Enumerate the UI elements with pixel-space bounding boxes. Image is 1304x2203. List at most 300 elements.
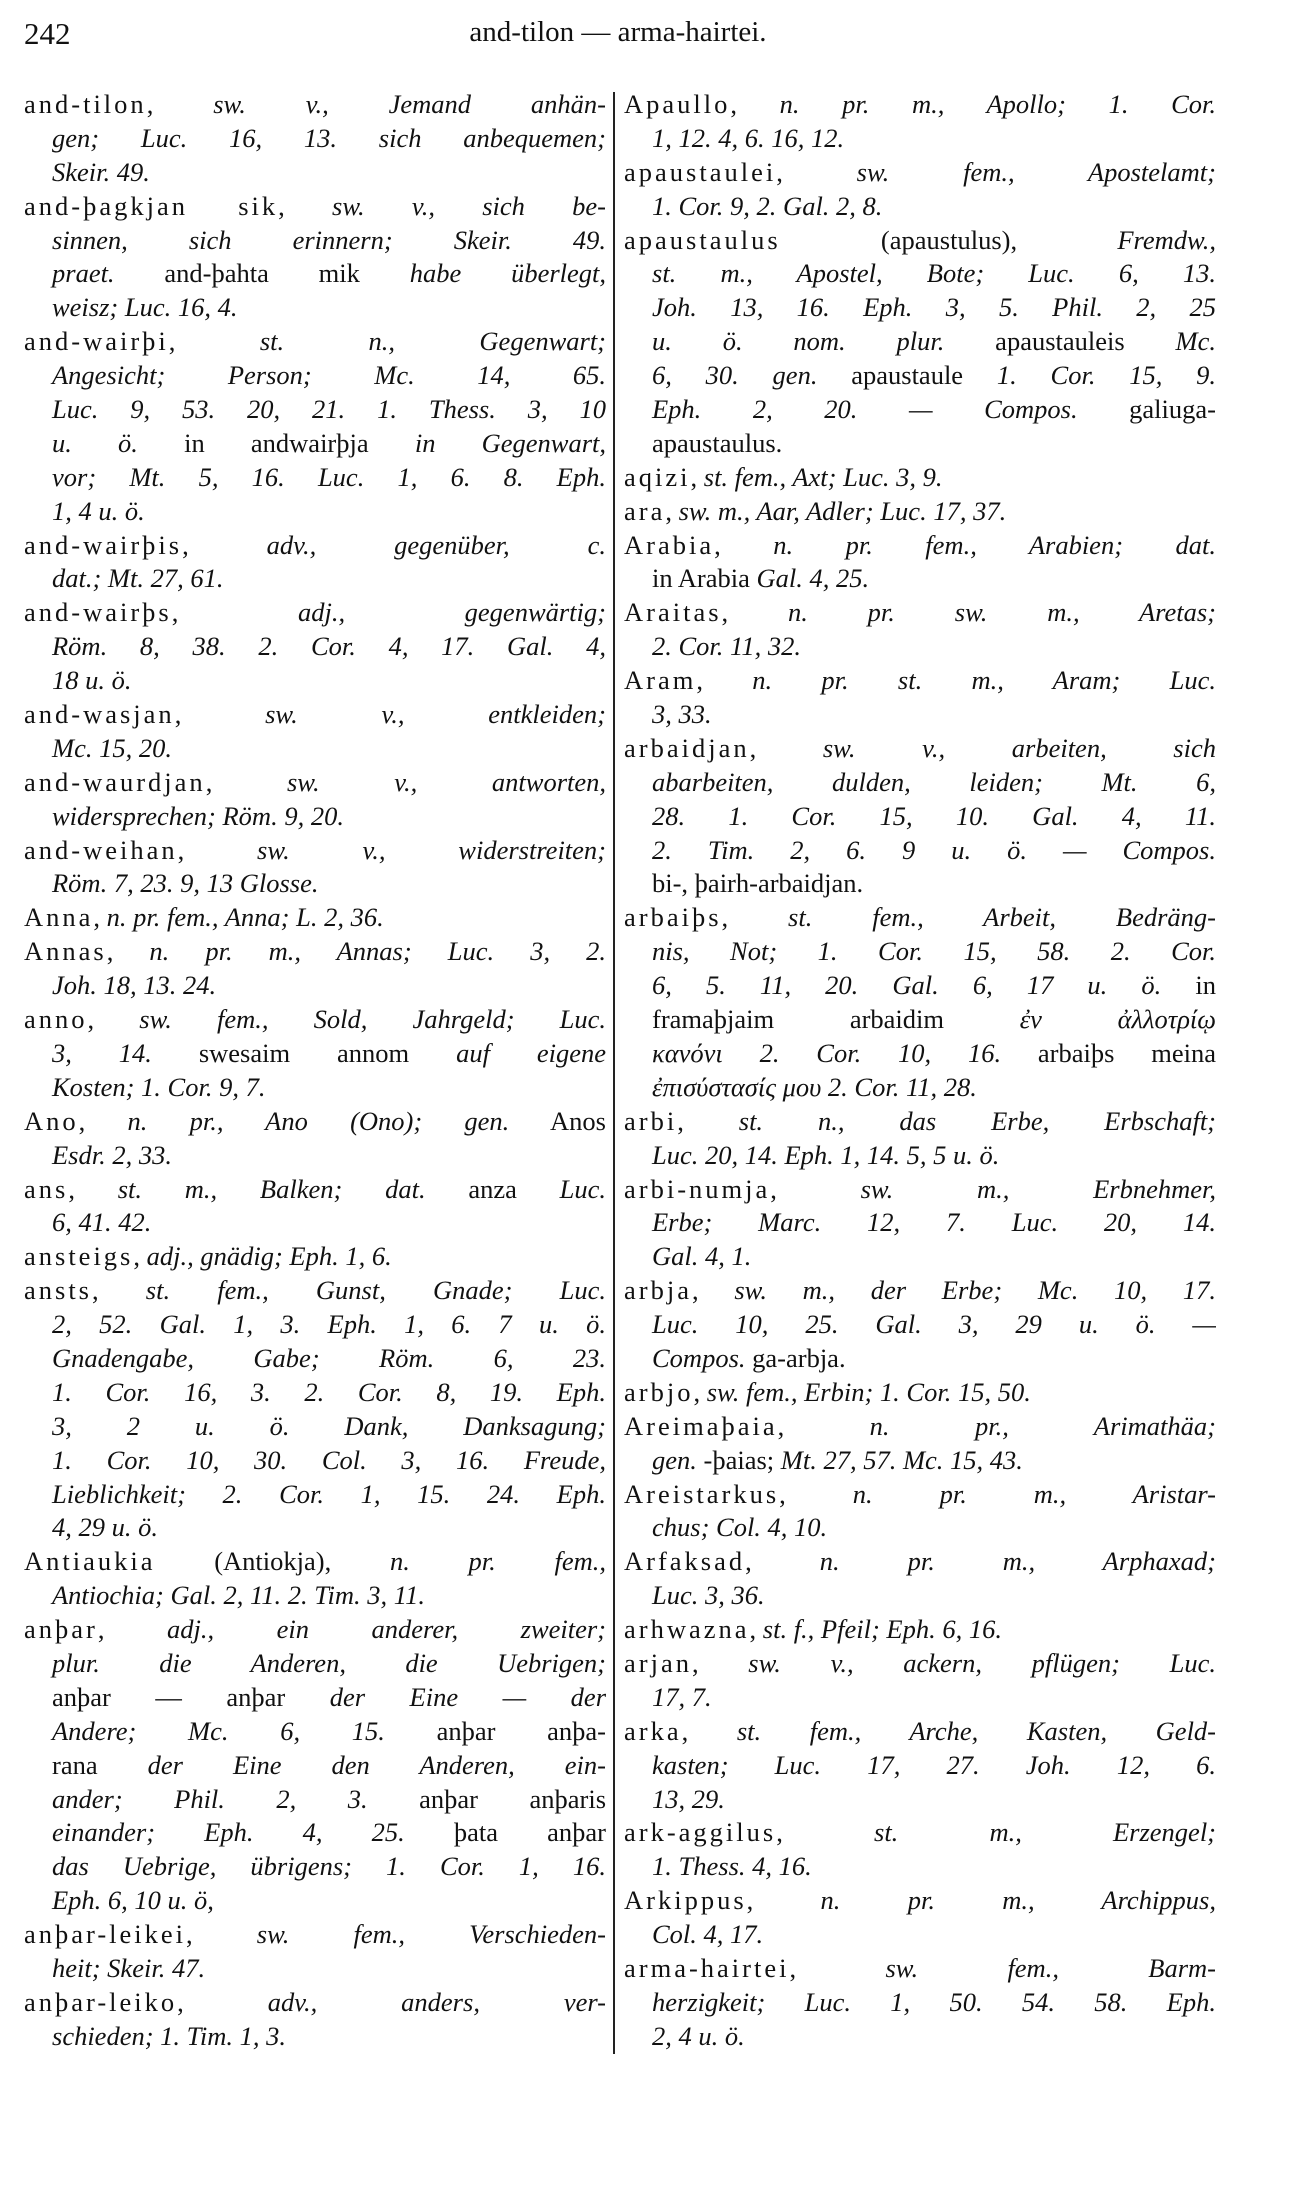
italic-text: n. pr. fem., Anna; L. 2, 36. — [106, 902, 384, 933]
italic-text: ander; Phil. 2, 3. — [52, 1783, 368, 1814]
entry-line — [24, 1342, 606, 1376]
entry-line — [24, 969, 606, 1003]
italic-text: n. pr. fem., — [389, 1546, 606, 1577]
entry-head-line — [24, 596, 606, 630]
entry-line — [624, 1139, 1216, 1173]
roman-text: , — [730, 89, 780, 119]
italic-text: schieden; 1. Tim. 1, 3. — [52, 2020, 287, 2051]
roman-text: , — [665, 495, 679, 526]
entry-line — [24, 461, 606, 495]
roman-text: , — [746, 1885, 821, 1916]
headword: arbi — [624, 1105, 678, 1136]
headword: Arfaksad — [624, 1546, 746, 1577]
entry-line — [624, 1986, 1216, 2020]
entry-line — [624, 1681, 1216, 1715]
italic-text: adj., gnädig; Eph. 1, 6. — [146, 1241, 392, 1272]
roman-text: rana — [52, 1749, 148, 1780]
entry-line — [24, 1884, 606, 1918]
italic-text: gen. — [652, 1444, 697, 1475]
entry-head-line — [24, 1986, 606, 2020]
entry-head-line — [624, 529, 1216, 563]
entry-line — [24, 1376, 606, 1410]
italic-text: st. fem., Arbeit, Bedräng- — [788, 902, 1216, 933]
italic-text: sw. m., der Erbe; Mc. 10, 17. — [734, 1275, 1216, 1306]
italic-text: sw. v., ackern, pflügen; Luc. — [748, 1647, 1216, 1678]
entry-head-line — [624, 664, 1216, 698]
roman-text: , — [106, 936, 150, 967]
running-title: and-tilon — arma-hairtei. — [469, 16, 767, 48]
entry-head-line — [24, 1545, 606, 1579]
italic-text: 2. Tim. 2, 6. 9 u. ö. — Compos. — [652, 834, 1216, 865]
entry-line — [24, 1071, 606, 1105]
entry-head-line — [24, 1105, 606, 1139]
italic-text: weisz; Luc. 16, 4. — [52, 292, 238, 323]
italic-text: widersprechen; Röm. 9, 20. — [52, 800, 344, 831]
entry-line — [624, 1850, 1216, 1884]
headword: Anna — [24, 902, 94, 933]
italic-text: st. n., Gegenwart; — [259, 326, 606, 357]
roman-text: anza — [425, 1173, 560, 1204]
entry-line — [624, 1918, 1216, 1952]
entry-head-line — [624, 1952, 1216, 1986]
italic-text: ἐν ἀλλοτρίῳ — [1019, 1004, 1216, 1035]
italic-text: st. m., Erzengel; — [874, 1817, 1216, 1848]
roman-text: framaþjaim arbaidim — [652, 1004, 1020, 1035]
entry-head-line — [624, 1715, 1216, 1749]
italic-text: heit; Skeir. 47. — [52, 1952, 206, 1983]
roman-text: , — [779, 1478, 853, 1509]
entry-head-line — [24, 325, 606, 359]
entry-line — [624, 393, 1216, 427]
entry-line — [624, 1037, 1216, 1071]
roman-text: , — [68, 1173, 118, 1204]
italic-text: 4, 29 u. ö. — [52, 1512, 158, 1543]
entry-head-line — [624, 1105, 1216, 1139]
italic-text: sw. v., sich be- — [332, 190, 606, 221]
headword: Areimaþaia — [624, 1410, 778, 1441]
italic-text: 2, 52. Gal. 1, 3. Eph. 1, 6. 7 u. ö. — [52, 1309, 606, 1340]
italic-text: Gal. 4, 25. — [756, 563, 870, 594]
entry-line — [24, 630, 606, 664]
italic-text: Erbe; Marc. 12, 7. Luc. 20, 14. — [652, 1207, 1216, 1238]
entry-line — [624, 325, 1216, 359]
headword: arka — [624, 1715, 682, 1746]
roman-text: , — [182, 529, 267, 560]
roman-text: , — [205, 766, 287, 797]
entry-line — [24, 156, 606, 190]
entry-head-line — [624, 1613, 1216, 1647]
headword: Arkippus — [624, 1885, 747, 1916]
entry-line — [624, 2020, 1216, 2054]
italic-text: 28. 1. Cor. 15, 10. Gal. 4, 11. — [652, 800, 1216, 831]
italic-text: vor; Mt. 5, 16. Luc. 1, 6. 8. Eph. — [52, 461, 606, 492]
italic-text: Mc. 15, 20. — [52, 732, 172, 763]
entry-line — [624, 630, 1216, 664]
entry-line — [624, 935, 1216, 969]
italic-text: n. pr. m., Arphaxad; — [819, 1546, 1216, 1577]
entry-line — [24, 495, 606, 529]
italic-text: n. pr. m., Apollo; 1. Cor. — [779, 89, 1216, 119]
headword: anþar-leiko — [24, 1986, 178, 2017]
roman-text: in Arabia — [652, 563, 757, 594]
italic-text: sw. v., Jemand anhän- — [213, 89, 606, 119]
entry-head-line — [624, 224, 1216, 258]
entry-line — [624, 190, 1216, 224]
entry-line — [24, 1715, 606, 1749]
italic-text: auf eigene — [456, 1037, 606, 1068]
headword: and-tilon — [24, 89, 147, 119]
entry-head-line — [624, 1274, 1216, 1308]
entry-line — [24, 291, 606, 325]
entry-head-line — [24, 766, 606, 800]
entry-head-line — [24, 1240, 606, 1274]
entry-line — [624, 1579, 1216, 1613]
headword: and-wairþis — [24, 529, 183, 560]
italic-text: 2. Cor. 11, 32. — [652, 631, 801, 662]
italic-text: n. pr. m., Aristar- — [852, 1478, 1216, 1509]
italic-text: st. fem., Axt; Luc. 3, 9. — [703, 461, 943, 492]
headword: Arabia — [624, 529, 715, 560]
headword: arbaidjan — [624, 732, 750, 763]
entry-head-line — [24, 190, 606, 224]
entry-head-line — [624, 1816, 1216, 1850]
roman-text: -þaias; — [696, 1444, 781, 1475]
italic-text: Antiochia; Gal. 2, 11. 2. Tim. 3, 11. — [52, 1580, 425, 1611]
entry-head-line — [24, 1003, 606, 1037]
headword: and-wasjan — [24, 699, 175, 730]
italic-text: Compos. — [652, 1342, 746, 1373]
roman-text: þata anþar — [404, 1817, 606, 1848]
italic-text: 1. Cor. 15, 9. — [996, 360, 1216, 391]
roman-text: , — [690, 461, 704, 492]
entry-head-line — [24, 1173, 606, 1207]
roman-text: , — [749, 732, 823, 763]
italic-text: st. fem., Gunst, Gnade; Luc. — [145, 1275, 606, 1306]
italic-text: 3, 14. — [52, 1037, 152, 1068]
italic-text: sw. m., Aar, Adler; Luc. 17, 37. — [678, 495, 1007, 526]
headword: Annas — [24, 936, 107, 967]
italic-text: adj., gegenwärtig; — [297, 597, 606, 628]
italic-text: Joh. 13, 16. Eph. 3, 5. Phil. 2, 25 — [652, 292, 1216, 323]
entry-line — [24, 1444, 606, 1478]
italic-text: Joh. 18, 13. 24. — [52, 970, 217, 1001]
italic-text: 17, 7. — [652, 1681, 712, 1712]
headword: Antiaukia — [24, 1546, 156, 1577]
entry-head-line — [624, 1545, 1216, 1579]
roman-text: in andwairþja — [137, 427, 415, 458]
entry-line — [24, 1850, 606, 1884]
italic-text: 2, 4 u. ö. — [652, 2020, 745, 2051]
roman-text: bi-, þairh-arbaidjan. — [652, 868, 864, 899]
italic-text: Röm. 7, 23. 9, 13 Glosse. — [52, 868, 319, 899]
roman-text: , — [789, 1952, 886, 1983]
entry-line — [624, 800, 1216, 834]
entry-line — [24, 1206, 606, 1240]
italic-text: das Uebrige, übrigens; 1. Cor. 1, 16. — [52, 1851, 606, 1882]
italic-text: ἐπισύστασίς μου 2. Cor. 11, 28. — [652, 1071, 977, 1102]
roman-text: in — [1161, 970, 1216, 1001]
roman-text: , — [696, 665, 753, 696]
roman-text: apaustaule — [817, 360, 997, 391]
headword: and-weihan — [24, 834, 178, 865]
italic-text: Eph. 6, 10 u. ö, — [52, 1885, 214, 1916]
entry-line — [624, 698, 1216, 732]
roman-text: , — [186, 1919, 257, 1950]
entry-line — [24, 562, 606, 596]
headword: and-wairþi — [24, 326, 169, 357]
italic-text: Andere; Mc. 6, 15. — [52, 1715, 385, 1746]
entry-head-line — [624, 596, 1216, 630]
entry-line — [24, 257, 606, 291]
roman-text: swesaim annom — [151, 1037, 457, 1068]
italic-text: st. m., Apostel, Bote; Luc. 6, 13. — [652, 258, 1216, 289]
italic-text: Luc. 3, 36. — [652, 1580, 765, 1611]
entry-line — [624, 359, 1216, 393]
italic-text: 1, 4 u. ö. — [52, 495, 145, 526]
headword: Ano — [24, 1105, 79, 1136]
headword: arhwazna — [624, 1614, 750, 1645]
entry-line — [24, 2020, 606, 2054]
headword: arbjo — [624, 1376, 694, 1407]
entry-line — [624, 1308, 1216, 1342]
entry-line — [24, 1308, 606, 1342]
entry-line — [624, 1240, 1216, 1274]
italic-text: Lieblichkeit; 2. Cor. 1, 15. 24. Eph. — [52, 1478, 606, 1509]
roman-text: and-þahta mik — [114, 258, 410, 289]
italic-text: Luc. 20, 14. Eph. 1, 14. 5, 5 u. ö. — [652, 1139, 1000, 1170]
headword: ark-aggilus — [624, 1817, 777, 1848]
italic-text: Angesicht; Person; Mc. 14, 65. — [52, 360, 606, 391]
entry-line — [24, 1579, 606, 1613]
italic-text: plur. die Anderen, die Uebrigen; — [52, 1647, 606, 1678]
italic-text: 1, 12. 4, 6. 16, 12. — [652, 122, 845, 153]
entry-line — [24, 393, 606, 427]
entry-line — [624, 1206, 1216, 1240]
italic-text: der Eine den Anderen, ein- — [147, 1749, 606, 1780]
headword: Areistarkus — [624, 1478, 780, 1509]
italic-text: n. pr. sw. m., Aretas; — [787, 597, 1216, 628]
roman-text: Anos — [509, 1105, 606, 1136]
entry-line — [24, 1681, 606, 1715]
headword: Apaullo — [624, 89, 731, 119]
headword: ara — [624, 495, 666, 526]
entry-head-line — [624, 88, 1216, 122]
italic-text: Kosten; 1. Cor. 9, 7. — [52, 1071, 266, 1102]
entry-head-line — [24, 1274, 606, 1308]
entry-line — [24, 1816, 606, 1850]
entry-head-line — [624, 1376, 1216, 1410]
italic-text: Luc. 9, 53. 20, 21. 1. Thess. 3, 10 — [52, 394, 606, 425]
roman-text: , — [745, 1546, 820, 1577]
italic-text: Fremdw., — [1117, 224, 1216, 255]
entry-line — [24, 1139, 606, 1173]
headword: arjan — [624, 1647, 692, 1678]
italic-text: sw. fem., Barm- — [885, 1952, 1216, 1983]
right-column — [624, 88, 1216, 2054]
entry-head-line — [24, 88, 606, 122]
italic-text: κανόνι 2. Cor. 10, 16. — [652, 1037, 1002, 1068]
headword: anþar — [24, 1614, 98, 1645]
roman-text: , — [721, 902, 789, 933]
roman-text: anþar anþaris — [367, 1783, 606, 1814]
italic-text: gen; Luc. 16, 13. sich anbequemen; — [52, 122, 606, 153]
roman-text: apaustauleis — [944, 326, 1176, 357]
italic-text: st. m., Balken; dat. — [117, 1173, 426, 1204]
entry-head-line — [624, 156, 1216, 190]
italic-text: 13, 29. — [652, 1783, 725, 1814]
entry-line — [24, 1783, 606, 1817]
italic-text: Luc. 10, 25. Gal. 3, 29 u. ö. — — [652, 1309, 1216, 1340]
italic-text: sw. v., entkleiden; — [265, 699, 606, 730]
roman-text: , — [776, 1817, 874, 1848]
roman-text: anþar — anþar — [52, 1681, 330, 1712]
headword: arma-hairtei — [624, 1952, 790, 1983]
entry-head-line — [624, 1173, 1216, 1207]
entry-head-line — [624, 495, 1216, 529]
roman-text: , — [97, 1614, 167, 1645]
italic-text: 18 u. ö. — [52, 665, 132, 696]
headword: arbja — [624, 1275, 692, 1306]
roman-text: , — [749, 1614, 763, 1645]
entry-line — [24, 122, 606, 156]
italic-text: st. fem., Arche, Kasten, Geld- — [736, 1715, 1216, 1746]
italic-text: Röm. 8, 38. 2. Cor. 4, 17. Gal. 4, — [52, 631, 606, 662]
italic-text: kasten; Luc. 17, 27. Joh. 12, 6. — [652, 1749, 1216, 1780]
italic-text: 6, 30. gen. — [652, 360, 818, 391]
entry-line — [24, 427, 606, 461]
italic-text: sw. fem., Verschieden- — [256, 1919, 606, 1950]
left-column — [24, 88, 606, 2054]
entry-head-line — [624, 1647, 1216, 1681]
roman-text: , — [146, 89, 214, 119]
entry-line — [24, 800, 606, 834]
entry-line — [624, 1783, 1216, 1817]
roman-text: , — [278, 190, 333, 221]
entry-line — [624, 969, 1216, 1003]
italic-text: adv., gegenüber, c. — [266, 529, 606, 560]
italic-text: einander; Eph. 4, 25. — [52, 1817, 405, 1848]
italic-text: st. n., das Erbe, Erbschaft; — [738, 1105, 1216, 1136]
roman-text: , — [174, 699, 266, 730]
headword: and-þagkjan sik — [24, 190, 279, 221]
italic-text: adj., ein anderer, zweiter; — [167, 1614, 606, 1645]
entry-head-line — [624, 1478, 1216, 1512]
italic-text: u. ö. nom. plur. — [652, 326, 945, 357]
entry-line — [24, 224, 606, 258]
italic-text: dat.; Mt. 27, 61. — [52, 563, 224, 594]
italic-text: 1. Thess. 4, 16. — [652, 1851, 812, 1882]
headword: Araitas — [624, 597, 722, 628]
roman-text: (Antiokja), — [155, 1546, 390, 1577]
italic-text: habe überlegt, — [409, 258, 606, 289]
headword: and-waurdjan — [24, 766, 206, 797]
roman-text: , — [721, 597, 788, 628]
italic-text: 6, 5. 11, 20. Gal. 6, 17 u. ö. — [652, 970, 1162, 1001]
italic-text: Luc. — [559, 1173, 606, 1204]
entry-line — [624, 834, 1216, 868]
entry-line — [624, 1071, 1216, 1105]
entry-line — [24, 1647, 606, 1681]
italic-text: sw. m., Erbnehmer, — [860, 1173, 1216, 1204]
roman-text: , — [776, 156, 857, 187]
roman-text: (apaustulus), — [780, 224, 1118, 255]
italic-text: sw. v., antworten, — [286, 766, 606, 797]
entry-head-line — [24, 698, 606, 732]
roman-text: , — [177, 1986, 268, 2017]
roman-text: , — [78, 1105, 128, 1136]
italic-text: abarbeiten, dulden, leiden; Mt. 6, — [652, 766, 1216, 797]
italic-text: 3, 2 u. ö. Dank, Danksagung; — [52, 1410, 606, 1441]
headword: ans — [24, 1173, 69, 1204]
entry-line — [624, 1342, 1216, 1376]
italic-text: nis, Not; 1. Cor. 15, 58. 2. Cor. — [652, 936, 1216, 967]
headword: and-wairþs — [24, 597, 172, 628]
entry-line — [624, 766, 1216, 800]
italic-text: sw. fem., Apostelamt; — [856, 156, 1216, 187]
headword: anþar-leikei — [24, 1919, 187, 1950]
entry-line — [624, 867, 1216, 901]
roman-text: , — [770, 1173, 861, 1204]
roman-text: , — [691, 1275, 735, 1306]
roman-text: arbaiþs meina — [1001, 1037, 1216, 1068]
italic-text: Gnadengabe, Gabe; Röm. 6, 23. — [52, 1342, 606, 1373]
italic-text: Esdr. 2, 33. — [52, 1139, 173, 1170]
italic-text: adv., anders, ver- — [267, 1986, 606, 2017]
entry-line — [624, 1003, 1216, 1037]
italic-text: 6, 41. 42. — [52, 1207, 152, 1238]
italic-text: Eph. 2, 20. — Compos. — [652, 394, 1078, 425]
roman-text: , — [93, 902, 107, 933]
italic-text: st. f., Pfeil; Eph. 6, 16. — [762, 1614, 1002, 1645]
roman-text: , — [168, 326, 260, 357]
entry-line — [24, 1749, 606, 1783]
entry-head-line — [24, 1918, 606, 1952]
roman-text: ga-arbja. — [745, 1342, 846, 1373]
entry-line — [624, 1444, 1216, 1478]
page-number: 242 — [24, 16, 71, 51]
entry-line — [24, 1952, 606, 1986]
headword: arbaiþs — [624, 902, 722, 933]
italic-text: u. ö. — [52, 427, 138, 458]
italic-text: n. pr. fem., Arabien; dat. — [773, 529, 1216, 560]
entry-line — [624, 291, 1216, 325]
italic-text: sw. v., widerstreiten; — [257, 834, 606, 865]
italic-text: n. pr. st. m., Aram; Luc. — [752, 665, 1216, 696]
italic-text: Mt. 27, 57. Mc. 15, 43. — [780, 1444, 1023, 1475]
roman-text: , — [133, 1241, 147, 1272]
entry-line — [624, 1749, 1216, 1783]
entry-line — [624, 1511, 1216, 1545]
roman-text: , — [714, 529, 774, 560]
entry-line — [24, 867, 606, 901]
italic-text: n. pr., Arimathäa; — [869, 1410, 1216, 1441]
roman-text: , — [87, 1004, 140, 1035]
entry-line — [24, 1410, 606, 1444]
italic-text: 1. Cor. 10, 30. Col. 3, 16. Freude, — [52, 1444, 606, 1475]
headword: apaustaulus — [624, 224, 781, 255]
italic-text: 1. Cor. 16, 3. 2. Cor. 8, 19. Eph. — [52, 1376, 606, 1407]
entry-line — [24, 1037, 606, 1071]
roman-text: , — [777, 1410, 870, 1441]
italic-text: chus; Col. 4, 10. — [652, 1512, 828, 1543]
headword: aqizi — [624, 461, 691, 492]
headword: ansteigs — [24, 1241, 134, 1272]
roman-text: , — [681, 1715, 737, 1746]
italic-text: Mc. — [1175, 326, 1216, 357]
roman-text: anþar anþa- — [384, 1715, 606, 1746]
roman-text: , — [92, 1275, 146, 1306]
italic-text: sw. fem., Sold, Jahrgeld; Luc. — [139, 1004, 606, 1035]
